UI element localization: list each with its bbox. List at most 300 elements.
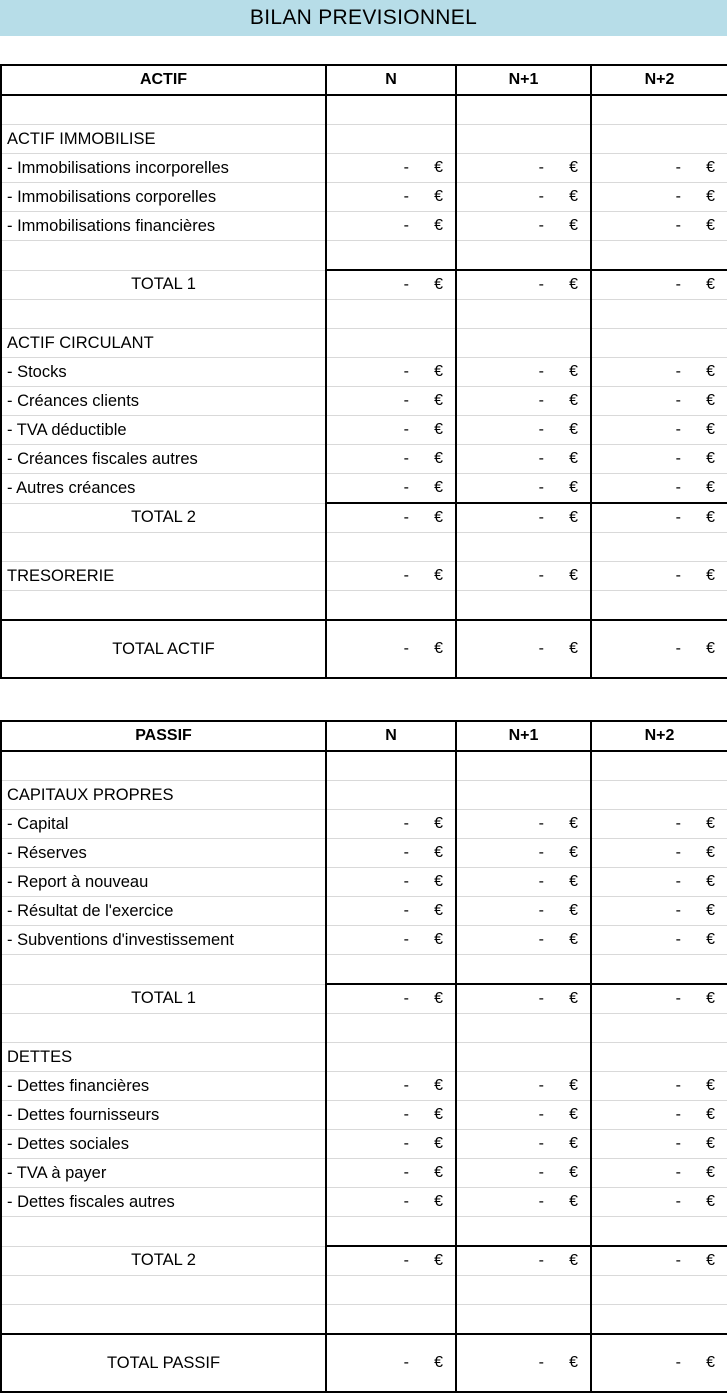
column-header: N+2 [591,65,727,95]
value-dash: - [403,188,409,205]
row-label: TRESORERIE [1,562,326,591]
value-dash: - [675,217,681,234]
value-cell[interactable] [456,897,591,926]
value-cell[interactable] [591,1334,727,1392]
value-cell[interactable] [591,300,727,329]
value-cell[interactable] [591,387,727,416]
currency-symbol: € [434,450,443,467]
row-label [1,955,326,985]
value-cell[interactable] [326,1305,456,1335]
value-cell[interactable] [591,1246,727,1276]
value-cell[interactable] [591,1217,727,1247]
actif-header-label: ACTIF [1,65,326,95]
value-cell[interactable] [326,533,456,562]
table-row [1,839,727,868]
currency-symbol: € [434,640,443,657]
currency-symbol: € [706,990,715,1007]
value-cell[interactable] [326,620,456,678]
value-dash: - [403,363,409,380]
table-row [1,300,727,329]
row-label: TOTAL ACTIF [1,620,326,678]
value-cell[interactable] [456,358,591,387]
value-dash: - [403,1077,409,1094]
value-cell[interactable] [326,387,456,416]
row-label: TOTAL 1 [1,270,326,300]
currency-symbol: € [569,931,578,948]
value-cell[interactable] [326,503,456,533]
currency-symbol: € [569,1164,578,1181]
value-cell[interactable] [326,810,456,839]
currency-symbol: € [706,1106,715,1123]
column-header: N [326,65,456,95]
value-dash: - [403,509,409,526]
value-dash: - [538,479,544,496]
value-dash: - [538,363,544,380]
currency-symbol: € [569,1077,578,1094]
currency-symbol: € [434,902,443,919]
value-cell[interactable] [591,620,727,678]
value-dash: - [538,276,544,293]
value-cell[interactable] [591,533,727,562]
table-row [1,591,727,621]
value-dash: - [675,479,681,496]
row-label: TOTAL 2 [1,503,326,533]
value-dash: - [675,844,681,861]
currency-symbol: € [434,567,443,584]
value-dash: - [403,873,409,890]
value-cell[interactable] [591,591,727,621]
currency-symbol: € [569,815,578,832]
value-cell[interactable] [326,1072,456,1101]
value-cell[interactable] [591,839,727,868]
value-cell[interactable] [326,1276,456,1305]
table-row [1,416,727,445]
value-dash: - [675,902,681,919]
row-label: TOTAL 2 [1,1246,326,1276]
value-cell[interactable] [456,810,591,839]
value-cell[interactable] [456,329,591,358]
currency-symbol: € [569,392,578,409]
value-dash: - [675,1077,681,1094]
currency-symbol: € [706,421,715,438]
value-cell[interactable] [456,445,591,474]
table-row [1,1334,727,1392]
value-cell[interactable] [456,300,591,329]
row-label: - Immobilisations corporelles [1,183,326,212]
value-dash: - [538,450,544,467]
value-cell[interactable] [326,562,456,591]
currency-symbol: € [569,363,578,380]
row-label [1,1014,326,1043]
row-label [1,591,326,621]
value-cell[interactable] [326,1014,456,1043]
row-label: - Capital [1,810,326,839]
table-row [1,1072,727,1101]
value-cell[interactable] [591,329,727,358]
row-label [1,751,326,781]
value-cell[interactable] [591,1072,727,1101]
table-row [1,1014,727,1043]
table-row [1,125,727,154]
table-row [1,183,727,212]
table-row [1,1159,727,1188]
currency-symbol: € [569,902,578,919]
value-cell[interactable] [456,212,591,241]
value-cell[interactable] [456,751,591,781]
value-cell[interactable] [456,1043,591,1072]
value-cell[interactable] [591,474,727,504]
row-label: - Report à nouveau [1,868,326,897]
value-dash: - [403,1193,409,1210]
currency-symbol: € [569,217,578,234]
value-cell[interactable] [326,212,456,241]
value-cell[interactable] [326,839,456,868]
column-header: N [326,721,456,751]
value-dash: - [675,450,681,467]
value-dash: - [538,931,544,948]
table-row [1,751,727,781]
currency-symbol: € [434,392,443,409]
value-cell[interactable] [456,183,591,212]
value-dash: - [403,276,409,293]
table-row [1,533,727,562]
value-cell[interactable] [326,1130,456,1159]
currency-symbol: € [569,1106,578,1123]
value-dash: - [403,902,409,919]
currency-symbol: € [706,873,715,890]
currency-symbol: € [706,1354,715,1371]
value-dash: - [675,188,681,205]
value-dash: - [403,931,409,948]
value-cell[interactable] [326,183,456,212]
value-dash: - [538,567,544,584]
page-title: BILAN PREVISIONNEL [0,0,727,36]
table-row [1,1130,727,1159]
row-label [1,241,326,271]
currency-symbol: € [706,159,715,176]
value-dash: - [538,217,544,234]
value-cell[interactable] [456,270,591,300]
value-dash: - [538,188,544,205]
value-dash: - [675,1164,681,1181]
currency-symbol: € [706,450,715,467]
currency-symbol: € [569,479,578,496]
currency-symbol: € [706,640,715,657]
value-cell[interactable] [591,868,727,897]
currency-symbol: € [569,873,578,890]
value-cell[interactable] [456,1159,591,1188]
value-dash: - [538,640,544,657]
value-cell[interactable] [456,241,591,271]
value-cell[interactable] [326,1334,456,1392]
value-cell[interactable] [326,751,456,781]
row-label: CAPITAUX PROPRES [1,781,326,810]
value-dash: - [675,363,681,380]
value-cell[interactable] [456,503,591,533]
value-cell[interactable] [591,358,727,387]
value-dash: - [403,392,409,409]
value-cell[interactable] [591,416,727,445]
currency-symbol: € [706,217,715,234]
value-cell[interactable] [456,125,591,154]
value-cell[interactable] [591,955,727,985]
value-cell[interactable] [456,533,591,562]
value-cell[interactable] [456,926,591,955]
value-cell[interactable] [456,474,591,504]
value-cell[interactable] [591,125,727,154]
currency-symbol: € [569,567,578,584]
currency-symbol: € [569,1193,578,1210]
value-cell[interactable] [591,1159,727,1188]
value-cell[interactable] [591,445,727,474]
value-dash: - [538,1077,544,1094]
value-cell[interactable] [326,926,456,955]
value-dash: - [403,844,409,861]
value-cell[interactable] [456,1246,591,1276]
currency-symbol: € [434,188,443,205]
row-label: - Stocks [1,358,326,387]
currency-symbol: € [706,1252,715,1269]
currency-symbol: € [706,844,715,861]
currency-symbol: € [569,450,578,467]
row-label: DETTES [1,1043,326,1072]
value-dash: - [538,392,544,409]
row-label: - Immobilisations incorporelles [1,154,326,183]
passif-table [0,720,727,1393]
value-cell[interactable] [326,300,456,329]
value-cell[interactable] [326,358,456,387]
value-cell[interactable] [591,241,727,271]
table-row [1,358,727,387]
value-cell[interactable] [591,897,727,926]
value-cell[interactable] [591,984,727,1014]
value-cell[interactable] [456,416,591,445]
value-dash: - [538,159,544,176]
value-dash: - [403,640,409,657]
value-dash: - [538,990,544,1007]
row-label: - Dettes fiscales autres [1,1188,326,1217]
row-label: - Créances fiscales autres [1,445,326,474]
currency-symbol: € [434,509,443,526]
value-cell[interactable] [456,591,591,621]
value-cell[interactable] [326,445,456,474]
currency-symbol: € [434,1193,443,1210]
value-cell[interactable] [456,387,591,416]
value-cell[interactable] [326,868,456,897]
value-dash: - [675,1135,681,1152]
currency-symbol: € [434,931,443,948]
row-label: TOTAL 1 [1,984,326,1014]
passif-header-label: PASSIF [1,721,326,751]
row-label [1,1276,326,1305]
value-dash: - [538,815,544,832]
value-cell[interactable] [326,241,456,271]
currency-symbol: € [569,1354,578,1371]
currency-symbol: € [569,188,578,205]
table-row [1,810,727,839]
table-row [1,270,727,300]
value-cell[interactable] [456,1014,591,1043]
value-cell[interactable] [456,1072,591,1101]
row-label [1,1217,326,1247]
column-header: N+1 [456,65,591,95]
value-cell[interactable] [326,591,456,621]
value-dash: - [538,509,544,526]
table-row [1,868,727,897]
value-cell[interactable] [326,270,456,300]
currency-symbol: € [706,276,715,293]
value-dash: - [675,1354,681,1371]
table-row [1,1276,727,1305]
table-row [1,503,727,533]
row-label: - TVA déductible [1,416,326,445]
value-dash: - [403,159,409,176]
value-cell[interactable] [591,562,727,591]
value-cell[interactable] [456,1334,591,1392]
currency-symbol: € [434,1354,443,1371]
value-cell[interactable] [591,751,727,781]
row-label [1,95,326,125]
row-label: - TVA à payer [1,1159,326,1188]
value-dash: - [538,844,544,861]
value-cell[interactable] [591,1043,727,1072]
value-dash: - [675,567,681,584]
value-dash: - [675,421,681,438]
table-row [1,1217,727,1247]
value-cell[interactable] [456,955,591,985]
table-row [1,1101,727,1130]
value-dash: - [538,1354,544,1371]
value-cell[interactable] [591,1188,727,1217]
currency-symbol: € [434,990,443,1007]
value-dash: - [538,1252,544,1269]
value-cell[interactable] [456,1101,591,1130]
currency-symbol: € [434,873,443,890]
value-cell[interactable] [591,270,727,300]
value-cell[interactable] [456,1130,591,1159]
table-row [1,1043,727,1072]
value-dash: - [538,1106,544,1123]
value-cell[interactable] [591,1101,727,1130]
value-cell[interactable] [326,984,456,1014]
value-cell[interactable] [591,810,727,839]
value-cell[interactable] [326,897,456,926]
value-cell[interactable] [456,781,591,810]
table-row [1,955,727,985]
value-cell[interactable] [326,1246,456,1276]
value-dash: - [403,990,409,1007]
value-dash: - [675,509,681,526]
value-cell[interactable] [326,95,456,125]
value-cell[interactable] [456,562,591,591]
currency-symbol: € [434,159,443,176]
value-dash: - [403,1252,409,1269]
value-cell[interactable] [456,1305,591,1335]
currency-symbol: € [706,567,715,584]
table-row [1,1188,727,1217]
table-row [1,1246,727,1276]
value-cell[interactable] [591,1130,727,1159]
value-cell[interactable] [591,212,727,241]
value-cell[interactable] [456,1188,591,1217]
value-cell[interactable] [326,1159,456,1188]
passif-header-row [1,721,727,751]
value-cell[interactable] [326,781,456,810]
value-cell[interactable] [456,154,591,183]
currency-symbol: € [434,421,443,438]
value-cell[interactable] [326,154,456,183]
value-cell[interactable] [326,1217,456,1247]
value-cell[interactable] [591,1305,727,1335]
value-cell[interactable] [326,955,456,985]
table-row [1,562,727,591]
value-dash: - [538,1164,544,1181]
value-cell[interactable] [456,620,591,678]
value-cell[interactable] [456,868,591,897]
table-row [1,926,727,955]
value-dash: - [675,1106,681,1123]
currency-symbol: € [706,902,715,919]
value-cell[interactable] [326,1043,456,1072]
value-cell[interactable] [326,474,456,504]
column-header: N+2 [591,721,727,751]
value-cell[interactable] [326,416,456,445]
value-cell[interactable] [591,183,727,212]
currency-symbol: € [434,217,443,234]
value-dash: - [675,392,681,409]
value-dash: - [675,276,681,293]
currency-symbol: € [706,188,715,205]
value-cell[interactable] [326,125,456,154]
currency-symbol: € [706,1077,715,1094]
value-cell[interactable] [591,95,727,125]
value-cell[interactable] [591,503,727,533]
value-dash: - [675,1252,681,1269]
value-cell[interactable] [591,1014,727,1043]
row-label: - Autres créances [1,474,326,504]
value-cell[interactable] [591,1276,727,1305]
value-cell[interactable] [591,154,727,183]
value-dash: - [403,815,409,832]
value-dash: - [403,1354,409,1371]
value-cell[interactable] [456,1217,591,1247]
value-cell[interactable] [326,1188,456,1217]
value-dash: - [538,873,544,890]
value-cell[interactable] [591,781,727,810]
value-cell[interactable] [456,1276,591,1305]
currency-symbol: € [434,1252,443,1269]
value-cell[interactable] [326,1101,456,1130]
value-cell[interactable] [456,984,591,1014]
value-cell[interactable] [591,926,727,955]
value-cell[interactable] [326,329,456,358]
value-dash: - [403,567,409,584]
currency-symbol: € [706,1164,715,1181]
actif-header-row [1,65,727,95]
row-label: - Immobilisations financières [1,212,326,241]
value-cell[interactable] [456,839,591,868]
row-label: - Dettes fournisseurs [1,1101,326,1130]
value-dash: - [538,421,544,438]
currency-symbol: € [434,1164,443,1181]
table-row [1,1305,727,1335]
value-dash: - [403,1106,409,1123]
currency-symbol: € [569,1135,578,1152]
row-label: TOTAL PASSIF [1,1334,326,1392]
value-cell[interactable] [456,95,591,125]
currency-symbol: € [706,1135,715,1152]
currency-symbol: € [434,1077,443,1094]
